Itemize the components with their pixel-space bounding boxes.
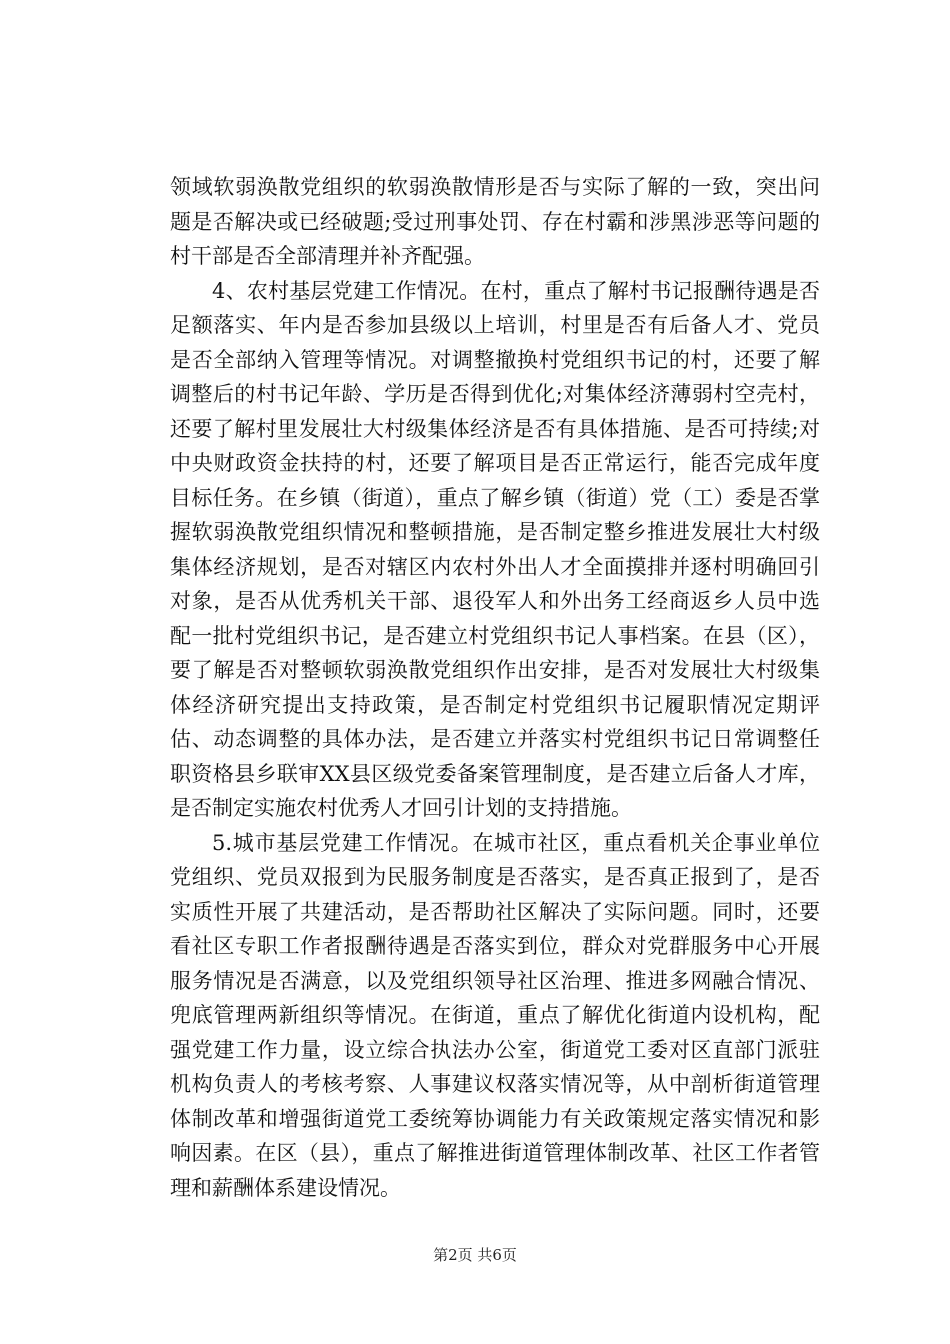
page-footer: 第2页 共6页 [433,1246,517,1264]
document-body [170,170,820,1205]
paragraph-rural-party-building: 4、农村基层党建工作情况。在村，重点了解村书记报酬待遇是否足额落实、年内是否参加县级以上培训，村里是否有后备人才、党员是否全部纳入管理等情况。对调整撤换村党组织书记的村，还要了解调整后的村书记年龄、学历是否得到优化;对集体经济薄弱村空壳村，还要了解村里发展壮大村级集体经济是否有具体措施、是否可持续;对中央财政资金扶持的村，还要了解项目是否正常运行，能否完成年度目标任务。在乡镇（街道），重点了解乡镇（街道）党（工）委是否掌握软弱涣散党组织情况和整顿措施，是否制定整乡推进发展壮大村级集体经济规划，是否对辖区内农村外出人才全面摸排并逐村明确回引对象，是否从优秀机关干部、退役军人和外出务工经商返乡人员中选配一批村党组织书记，是否建立村党组织书记人事档案。在县（区），要了解是否对整顿软弱涣散党组织作出安排，是否对发展壮大村级集体经济研究提出支持政策，是否制定村党组织书记履职情况定期评估、动态调整的具体办法，是否建立并落实村党组织书记日常调整任职资格县乡联审XX县区级党委备案管理制度，是否建立后备人才库，是否制定实施农村优秀人才回引计划的支持措施。 [170,278,820,820]
paragraph-continuation: 领域软弱涣散党组织的软弱涣散情形是否与实际了解的一致，突出问题是否解决或已经破题;受过刑事处罚、存在村霸和涉黑涉恶等问题的村干部是否全部清理并补齐配强。 [170,175,820,268]
paragraph-urban-party-building: 5.城市基层党建工作情况。在城市社区，重点看机关企事业单位党组织、党员双报到为民服务制度是否落实，是否真正报到了，是否实质性开展了共建活动，是否帮助社区解决了实际问题。同时，还要看社区专职工作者报酬待遇是否落实到位，群众对党群服务中心开展服务情况是否满意，以及党组织领导社区治理、推进多网融合情况、兜底管理两新组织等情况。在街道，重点了解优化街道内设机构，配强党建工作力量，设立综合执法办公室，街道党工委对区直部门派驻机构负责人的考核考察、人事建议权落实情况等，从中剖析街道管理体制改革和增强街道党工委统筹协调能力有关政策规定落实情况和影响因素。在区（县），重点了解推进街道管理体制改革、社区工作者管理和薪酬体系建设情况。 [170,830,820,1200]
